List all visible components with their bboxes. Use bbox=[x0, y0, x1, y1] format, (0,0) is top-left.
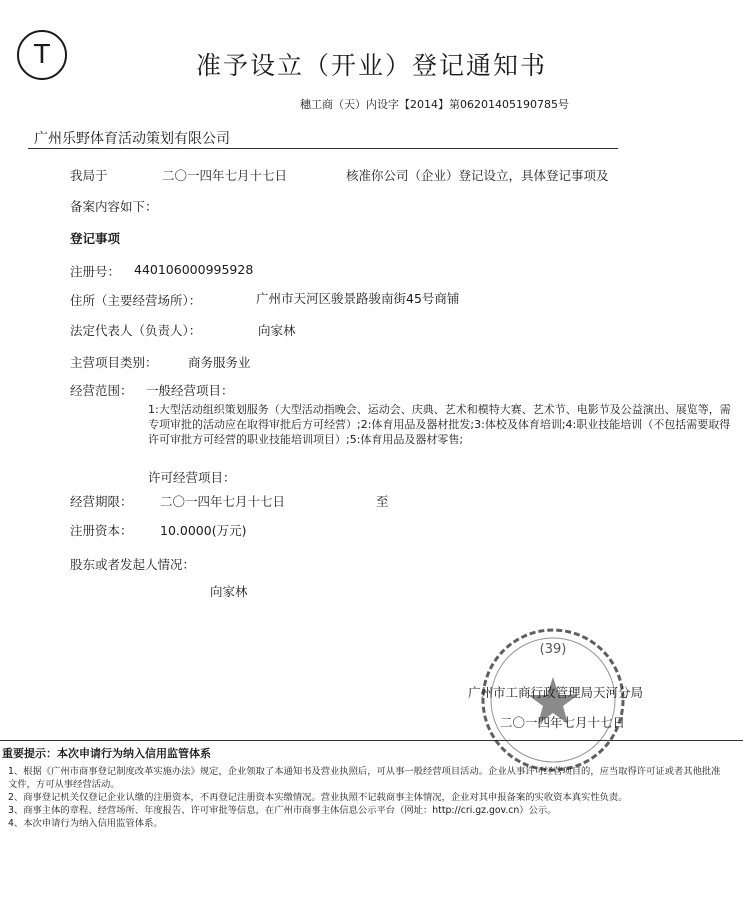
general-scope-label: 一般经营项目： bbox=[146, 383, 234, 398]
svg-text:(39): (39) bbox=[539, 642, 567, 657]
industry-value: 商务服务业 bbox=[188, 355, 251, 370]
address-label: 住所（主要经营场所）： bbox=[70, 293, 202, 308]
industry-label: 主营项目类别： bbox=[70, 355, 158, 370]
period-to: 至 bbox=[376, 494, 389, 509]
authority-name: 广州市工商行政管理局天河分局 bbox=[468, 685, 644, 700]
notice-item: 4、本次申请行为纳入信用监管体系。 bbox=[8, 818, 163, 829]
notice-item: 2、商事登记机关仅登记企业认缴的注册资本，不再登记注册资本实缴情况。营业执照不记载商事主体情况，企业对其申报备案的实收资本真实性负责。 bbox=[8, 792, 628, 803]
address-value: 广州市天河区骏景路骏南街45号商铺 bbox=[256, 291, 460, 306]
capital-value: 10.0000(万元) bbox=[160, 523, 247, 538]
notice-list bbox=[8, 765, 723, 830]
shareholder-name: 向家林 bbox=[210, 584, 248, 599]
signature-date: 二〇一四年七月十七日 bbox=[500, 715, 626, 730]
scope-label: 经营范围： bbox=[70, 383, 133, 398]
general-scope-text: 1:大型活动组织策划服务（大型活动指晚会、运动会、庆典、艺术和模特大赛、艺术节、电影节及公益演出、展览等，需专项审批的活动应在取得审批后方可经营）;2:体育用品及器材批发;3:体校及体育培训;4:职业技能培训（不包括需要取得许可审批方可经营的职业技能培训项目）;5:体育用品及器材零售; bbox=[148, 403, 731, 446]
reg-no-value: 440106000995928 bbox=[134, 262, 254, 277]
company-underline bbox=[28, 148, 618, 149]
notice-item: 3、商事主体的章程、经营场所、年度报告、许可审批等信息，在广州市商事主体信息公示平台（网址：http://cri.gz.gov.cn）公示。 bbox=[8, 805, 557, 816]
document-number: 穗工商（天）内设字【2014】第06201405190785号 bbox=[300, 98, 569, 111]
approval-suffix: 核准你公司（企业）登记设立，具体登记事项及 bbox=[346, 168, 609, 183]
approval-date: 二〇一四年七月十七日 bbox=[162, 168, 288, 183]
document-title: 准予设立（开业）登记通知书 bbox=[195, 51, 547, 80]
legal-rep-label: 法定代表人（负责人）： bbox=[70, 323, 202, 338]
notice-divider bbox=[0, 740, 743, 741]
approval-line2: 备案内容如下： bbox=[70, 199, 158, 214]
logo-letter: T bbox=[34, 40, 50, 70]
period-start: 二〇一四年七月十七日 bbox=[160, 494, 286, 509]
notice-title: 重要提示：本次申请行为纳入信用监管体系 bbox=[2, 747, 211, 760]
approval-prefix: 我局于 bbox=[70, 168, 108, 183]
legal-rep-value: 向家林 bbox=[258, 323, 296, 338]
section-title: 登记事项 bbox=[70, 231, 121, 246]
reg-no-label: 注册号： bbox=[70, 264, 121, 279]
company-name: 广州乐野体育活动策划有限公司 bbox=[34, 131, 230, 147]
period-label: 经营期限： bbox=[70, 494, 133, 509]
capital-label: 注册资本： bbox=[70, 523, 133, 538]
shareholders-label: 股东或者发起人情况： bbox=[70, 557, 196, 572]
licensed-scope-label: 许可经营项目： bbox=[148, 470, 236, 485]
notice-item: 1、根据《广州市商事登记制度改革实施办法》规定，企业领取了本通知书及营业执照后，可从事一般经营项目活动。企业从事许可经营项目的，应当取得许可证或者其他批准文件，方可从事经营活动。 bbox=[8, 766, 721, 790]
